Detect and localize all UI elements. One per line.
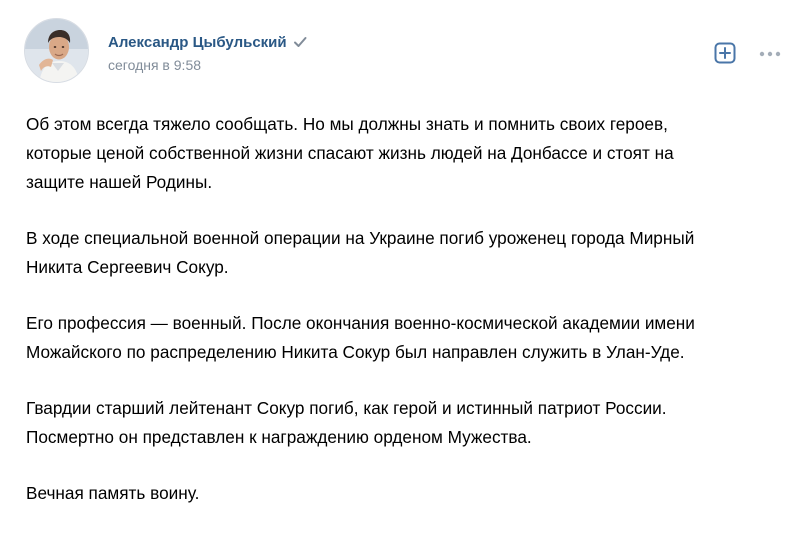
post-text [26, 110, 786, 535]
avatar[interactable] [24, 18, 89, 83]
plus-square-icon [714, 42, 736, 64]
more-horizontal-icon [759, 48, 781, 60]
author-name[interactable]: Александр Цыбульский [108, 33, 287, 51]
post-time[interactable]: сегодня в 9:58 [108, 57, 202, 73]
post-paragraph: Об этом всегда тяжело сообщать. Но мы должны знать и помнить своих героев, которые ценой собственной жизни спасают жизнь людей на Донбассе и стоят на защите нашей Родины. [26, 114, 674, 192]
add-to-bookmarks-button[interactable] [714, 42, 736, 64]
verified-check-icon [293, 35, 307, 49]
post-paragraph: Его профессия — военный. После окончания военно-космической академии имени Можайского по распределению Никита Сокур был направлен служить в Улан-Уде. [26, 313, 695, 362]
author-line [108, 32, 307, 52]
post-paragraph: В ходе специальной военной операции на Украине погиб уроженец города Мирный Никита Сергеевич Сокур. [26, 228, 695, 277]
post-paragraph: Вечная память воину. [26, 483, 200, 503]
post-paragraph: Гвардии старший лейтенант Сокур погиб, как герой и истинный патриот России. Посмертно он представлен к награждению орденом Мужества. [26, 398, 667, 447]
more-actions-button[interactable] [759, 47, 781, 59]
post-header [24, 18, 786, 84]
avatar-photo [25, 19, 89, 83]
